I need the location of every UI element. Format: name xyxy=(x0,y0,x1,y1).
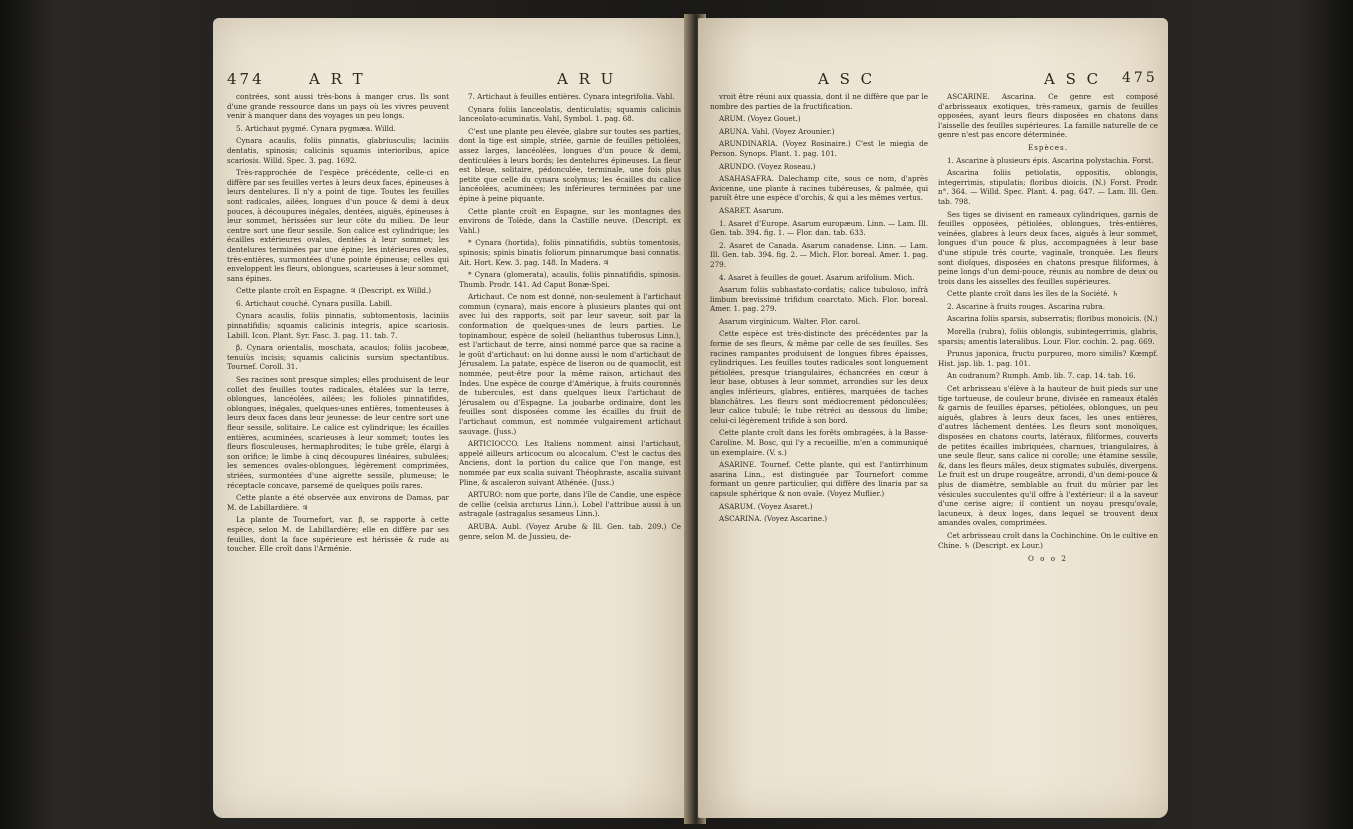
right-running-head-left: A S C xyxy=(818,70,876,88)
left-page xyxy=(213,18,691,818)
left-running-head-left: A R T xyxy=(309,70,366,88)
paragraph: Cette espèce est très-distincte des précédentes par la forme de ses fleurs, & même par celle de ses feuilles. Ses racines rampantes produisent de longues fibres épaisses, cylindriques. Les feuilles toutes radicales sont longuement pétiolées, presque triangulaires, échancrées en cœur à leur base, obtuses à leur sommet, arrondies sur les deux angles inférieurs, glabres, entières, marquées de taches blanchâtres. Les fleurs sont médiocrement pédonculées; leur calice tubulé; le tube rétréci au dessous du limbe; celui-ci légèrement trifide à son bord. xyxy=(710,329,928,425)
paragraph: Cet arbrisseau croît dans la Cochinchine. On le cultive en Chine. ♄ (Descript. ex Lour.) xyxy=(938,530,1158,550)
paragraph: Cette plante a été observée aux environs de Damas, par M. de Labillardière. ♃ xyxy=(227,493,449,512)
paragraph: contrées, sont aussi très-bons à manger crus. Ils sont d'une grande ressource dans un pays où les vivres peuvent venir à manquer dans des voyages un peu longs. xyxy=(227,92,449,121)
paragraph: Espèces. xyxy=(1027,142,1069,152)
paragraph: Morella (rubra), foliis oblongis, subintegerrimis, glabris, sparsis; amentis lateralibus. Lour. Flor. cochin. 2. pag. 669. xyxy=(938,327,1158,346)
paragraph: Cette plante croît en Espagne, sur les montagnes des environs de Tolède, dans la Castille neuve. (Descript. ex Vahl.) xyxy=(459,206,681,235)
right-page-column-1 xyxy=(710,92,928,527)
paragraph: Ses racines sont presque simples; elles produisent de leur collet des feuilles toutes radicales, étalées sur la terre, oblongues, lancéolées, ailées; les folioles pinnatifides, oblongues, inégales, quelques-unes entières, tomenteuses à leurs deux faces dans leur jeunesse: de leur centre sort une fleur sessile, solitaire. Le calice est cylindrique; les écailles entières, acuminées, scarieuses à leur sommet; toutes les fleurs flosculeuses, hermaphrodites; le tube grêle, élargi à son orifice; le limbe à cinq découpures linéaires, subulées; les semences ovales-oblongues, légèrement comprimées, striées, surmontées d'une aigrette sessile, plumeuse; le réceptacle concave, parsemé de quelques poils rares. xyxy=(227,375,449,490)
paragraph: ASCARINA. (Voyez Ascarine.) xyxy=(719,514,828,524)
right-page xyxy=(698,18,1168,818)
paragraph: An codranum? Rumph. Amb. lib. 7. cap. 14. tab. 16. xyxy=(947,371,1136,381)
paragraph: Asarum foliis subhastato-cordatis; calice tubuloso, infrà limbum brevissimè trifidum coarctato. Mich. Flor. boreal. Amer. 1. pag. 279. xyxy=(710,285,928,314)
paragraph: Cette plante croît dans les forêts ombragées, à la Basse-Caroline. M. Bosc, qui l'y a recueillie, m'en a communiqué un exemplaire. (V. s.) xyxy=(710,428,928,457)
paragraph: Cette plante croît dans les îles de la Société. ♄ xyxy=(947,289,1119,299)
paragraph: vroit être réuni aux quassia, dont il ne diffère que par le nombre des parties de la fructification. xyxy=(710,92,928,111)
paragraph: 7. Artichaut à feuilles entières. Cynara integrifolia. Vahl. xyxy=(468,92,675,101)
right-running-head-right: A S C xyxy=(1044,70,1102,88)
paragraph: 2. Ascarine à fruits rouges. Ascarina rubra. xyxy=(947,301,1105,311)
paragraph: * Cynara (hortida), foliis pinnatifidis, subtùs tomentosis, spinosis; spinis binatis foliorum pinnarumque basi connatis. Ait. Hort. Kew. 3. pag. 148. In Madera. ♃ xyxy=(459,238,681,267)
signature-mark: O o o 2 xyxy=(1028,554,1068,564)
paragraph: Artichaut. Ce nom est donné, non-seulement à l'artichaut commun (cynara), mais encore à plusieurs plantes qui ont avec lui des rapports, soit par leur saveur, soit par la conformation de quelques-unes de leurs parties. Le topinambour, espèce de soleil (helianthus tuberosus Linn.), est l'artichaut de terre, ainsi nommé parce que sa racine a le goût d'artichaut: on lui donne aussi le nom d'artichaut de Jérusalem. La patate, espèce de liseron ou de quamoclit, est nommée, peut-être pour la même raison, artichaut des Indes. Une espèce de courge d'Amérique, à fruits couronnés de tubercules, est dans quelques lieux l'artichaut de Jérusalem ou d'Espagne. La joubarbe ordinaire, dont les feuilles sont disposées comme les écailles du fruit de l'artichaut commun, est nommée vulgairement artichaut sauvage. (Juss.) xyxy=(459,292,681,436)
paragraph: ARUNDO. (Voyez Roseau.) xyxy=(719,161,816,171)
paragraph: Cynara foliis lanceolatis, denticulatis; squamis calicinis lanceolato-acuminatis. Vahl, Symbol. 1. pag. 68. xyxy=(459,104,681,124)
paragraph: 1. Asaret d'Europe. Asarum europæum. Linn. — Lam. Ill. Gen. tab. 394. fig. 1. — Flor. dan. tab. 633. xyxy=(710,218,928,238)
paragraph: Ascarina foliis petiolatis, oppositis, oblongis, integerrimis, stipulatis; floribus dioicis. (N.) Forst. Prodr. n°. 364. — Willd. Spec. Plant. 4. pag. 647. — Lam. Ill. Gen. tab. 798. xyxy=(938,168,1158,206)
paragraph: La plante de Tournefort, var. β, se rapporte à cette espèce, selon M. de Labillardière; elle en diffère par ses feuilles, dont la face supérieure est hérissée & rude au toucher. Elle croît dans l'Arménie. xyxy=(227,515,449,554)
paragraph: β. Cynara orientalis, moschata, acaulos; foliis jacobeæ, tenuiùs incisis; squamis calicinis sursùm spectantibus. Tournef. Coroll. 31. xyxy=(227,343,449,372)
paragraph: Très-rapprochée de l'espèce précédente, celle-ci en diffère par ses feuilles vertes à leurs deux faces, épineuses à leurs dentelures. Il n'y a point de tige. Toutes les feuilles sont radicales, ailées, longues d'un pouce & demi à deux pouces, à découpures inégales, dentées, aiguës, épineuses à leur sommet, hérissées sur leur côte du milieu. De leur centre sort une fleur sessile. Son calice est cylindrique; les écailles extérieures ovales, dentées à leur sommet; les dentelures terminées par une épine; les intérieures ovales, très-entières, surmontées d'une pointe épineuse; celles qui enveloppent les fleurs, oblongues, scarieuses à leur sommet, sans épines. xyxy=(227,168,449,283)
paragraph: 2. Asaret de Canada. Asarum canadense. Linn. — Lam. Ill. Gen. tab. 394. fig. 2. — Mich. Flor. boreal. Amer. 1. pag. 279. xyxy=(710,240,928,269)
paragraph: ASAHASAFRA. Dalechamp cite, sous ce nom, d'après Avicenne, une plante à racines tubéreuses, & palmée, qui paroît être une espèce d'orchis, & qui a les mêmes vertus. xyxy=(710,174,928,203)
left-page-column-1 xyxy=(227,92,449,557)
paragraph: Ascarina foliis sparsis, subserratis; floribus monoicis. (N.) xyxy=(947,314,1158,324)
right-page-number: 475 xyxy=(1122,70,1158,86)
paragraph: ASARUM. (Voyez Asaret.) xyxy=(719,501,813,511)
paragraph: Cynara acaulis, foliis pinnatis, subtomentosis, laciniis pinnatifidis; squamis calicinis integris, apice scariosis. Labill. Icon. Plant. Syr. Fasc. 3. pag. 11. tab. 7. xyxy=(227,311,449,340)
paragraph: Ses tiges se divisent en rameaux cylindriques, garnis de feuilles opposées, pétiolées, oblongues, très-entières, veinées, glabres à leurs deux faces, aiguës à leur sommet, longues d'un pouce & plus, accompagnées à leur base d'une stipule très courte, vaginale, tronquée. Les fleurs sont dioïques, disposées en chatons presque filiformes, à peine longs d'un demi-pouce, réunis au nombre de deux ou trois dans les aisselles des feuilles supérieures. xyxy=(938,209,1158,286)
paragraph: ARUNDINARIA. (Voyez Rosinaire.) C'est le miegia de Person. Synops. Plant. 1. pag. 101. xyxy=(710,139,928,158)
paragraph: Cette plante croît en Espagne. ♃ (Descript. ex Willd.) xyxy=(236,286,432,296)
left-page-number: 474 xyxy=(227,70,265,88)
paragraph: Prunus japonica, fructu purpureo, moro similis? Kœmpf. Hist. jap. lib. 1. pag. 101. xyxy=(938,349,1158,368)
paragraph: 1. Ascarine à plusieurs épis. Ascarina polystachia. Forst. xyxy=(947,155,1154,165)
paragraph: Asarum virginicum. Walter. Flor. carol. xyxy=(719,316,861,326)
paragraph: ARTICIOCCO. Les Italiens nomment ainsi l'artichaut, appelé ailleurs articocum ou alcocalum. C'est le cactus des Anciens, dont la portion du calice que l'on mange, est nommée par eux scalia suivant Théophraste, ascalia suivant Pline, & ascaleron suivant Athénée. (Juss.) xyxy=(459,439,681,487)
paragraph: ARUM. (Voyez Gouet.) xyxy=(719,114,801,124)
left-page-column-2 xyxy=(459,92,681,544)
paragraph: 6. Artichaut couché. Cynara pusilla. Labill. xyxy=(236,298,393,308)
right-page-column-2 xyxy=(938,92,1158,567)
paragraph: 5. Artichaut pygmé. Cynara pygmæa. Willd. xyxy=(236,123,396,133)
paragraph: ASARET. Asarum. xyxy=(719,205,784,215)
paragraph: Cynara acaulis, foliis pinnatis, glabriusculis; laciniis dentatis, spinosis; calicinis squamis interioribus, apice scariosis. Willd. Spec. 3. pag. 1692. xyxy=(227,136,449,165)
paragraph: ARUNA. Vahl. (Voyez Arounier.) xyxy=(719,126,835,136)
paragraph: ARTURO: nom que porte, dans l'île de Candie, une espèce de cellie (celsia arcturus Linn.). Lobel l'attribue aussi à un astragale (astragalus sesameus Linn.). xyxy=(459,490,681,519)
paragraph: C'est une plante peu élevée, glabre sur toutes ses parties, dont la tige est simple, striée, garnie de feuilles pétiolées, assez larges, lancéolées, longues d'un pouce & demi, denticulées à leurs bords; les dentelures épineuses. La fleur est bleue, solitaire, pédonculée, terminale, une fois plus petite que celle du cynara scolymus; les écailles du calice lancéolées, acuminées; les inférieures terminées par une épine à peine piquante. xyxy=(459,126,681,203)
paragraph: Cet arbrisseau s'élève à la hauteur de huit pieds sur une tige tortueuse, de couleur brune, divisée en rameaux étalés & garnis de feuilles éparses, pétiolées, oblongues, un peu aiguës, glabres à leurs deux faces, les unes entières, d'autres lâchement dentées. Les fleurs sont monoïques, disposées en chatons courts, latéraux, filiformes, couverts de petites écailles imbriquées, charnues, triangulaires, à une seule fleur, sans calice ni corolle; une étamine sessile, &, dans les fleurs mâles, deux stigmates subulés, divergens. Le fruit est un drupe rougeâtre, arrondi, d'un demi-pouce & plus de diamètre, semblable au fruit du mûrier par les vésicules succulentes qu'il offre à l'extérieur: il a la saveur d'une cerise aigre; il contient un noyau presqu'ovale, lacuneux, à deux loges, dans lequel se trouvent deux amandes ovales, comprimées. xyxy=(938,384,1158,528)
left-running-head-right: A R U xyxy=(557,70,617,88)
paragraph: ARUBA. Aubl. (Voyez Arube & Ill. Gen. tab. 209.) Ce genre, selon M. de Jussieu, de- xyxy=(459,521,681,541)
paragraph: ASARINE. Tournef. Cette plante, qui est l'antirrhinum asarina Linn., est distinguée par Tournefort comme formant un genre particulier, qui diffère des linaria par sa capsule sphérique & non ovale. (Voyez Muflier.) xyxy=(710,460,928,498)
paragraph: * Cynara (glomerata), acaulis, foliis pinnatifidis, spinosis. Thumb. Prodr. 141. Ad Caput Bonæ-Spei. xyxy=(459,270,681,289)
paragraph: ASCARINE. Ascarina. Ce genre est composé d'arbrisseaux exotiques, très-rameux, garnis de feuilles opposées, ayant leurs fleurs disposées en chatons dans l'aisselle des feuilles supérieures. La famille naturelle de ce genre n'est pas encore déterminée. xyxy=(938,92,1158,140)
paragraph: 4. Asaret à feuilles de gouet. Asarum arifolium. Mich. xyxy=(719,272,915,282)
